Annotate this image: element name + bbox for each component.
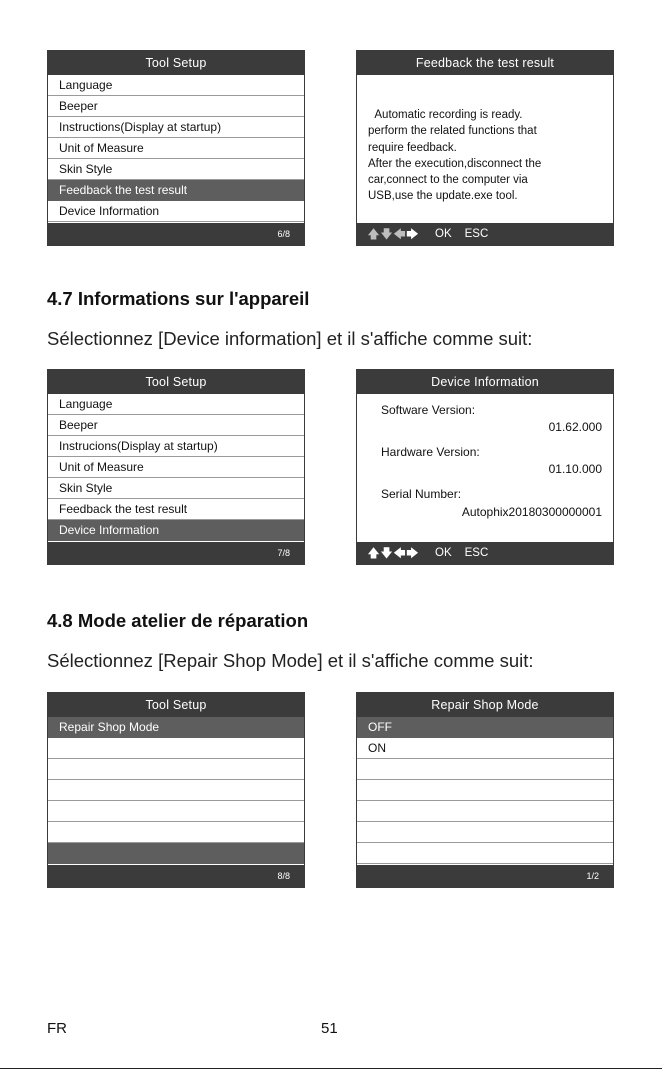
footer-divider (0, 1068, 662, 1069)
arrow-left-icon[interactable]: 🡄 (393, 546, 406, 560)
menu-item-language[interactable]: Language (48, 75, 304, 96)
page-indicator: 1/2 (586, 871, 599, 881)
screen-title: Tool Setup (48, 51, 304, 75)
menu-item-repair-shop-mode[interactable]: Repair Shop Mode (48, 717, 304, 738)
tool-setup-menu (48, 717, 304, 864)
option-on[interactable]: ON (357, 738, 613, 759)
esc-button[interactable]: ESC (464, 547, 489, 559)
menu-item-language[interactable]: Language (48, 394, 304, 415)
tool-setup-menu (48, 75, 304, 222)
tool-setup-screen-3 (47, 692, 305, 888)
screen-title: Tool Setup (48, 370, 304, 394)
device-information-screen (356, 369, 614, 565)
menu-item-empty (48, 780, 304, 801)
serial-number-label: Serial Number: (381, 487, 462, 501)
tool-setup-screen-1 (47, 50, 305, 246)
screen-title: Device Information (357, 370, 613, 394)
menu-item-skin-style[interactable]: Skin Style (48, 159, 304, 180)
menu-item-unit-of-measure[interactable]: Unit of Measure (48, 138, 304, 159)
esc-button[interactable]: ESC (464, 228, 489, 240)
option-off[interactable]: OFF (357, 717, 613, 738)
menu-item-device-information[interactable]: Device Information (48, 201, 304, 222)
menu-item-empty (48, 801, 304, 822)
menu-item-empty (357, 801, 613, 822)
arrow-left-icon[interactable]: 🡄 (393, 227, 406, 241)
menu-item-empty (48, 738, 304, 759)
repair-shop-mode-screen (356, 692, 614, 888)
software-version-label: Software Version: (381, 403, 476, 417)
menu-item-device-information[interactable]: Device Information (48, 520, 304, 541)
menu-item-empty (357, 822, 613, 843)
menu-item-empty (48, 822, 304, 843)
page-indicator: 6/8 (277, 229, 290, 239)
menu-item-empty (357, 759, 613, 780)
menu-item-empty (48, 843, 304, 864)
arrow-right-icon[interactable]: 🡆 (406, 546, 419, 560)
ok-button[interactable]: OK (435, 547, 452, 559)
hardware-version-label: Hardware Version: (381, 445, 480, 459)
arrow-down-icon[interactable]: 🡇 (380, 546, 393, 560)
section-text-4-8: Sélectionnez [Repair Shop Mode] et il s'affiche comme suit: (47, 650, 534, 671)
arrow-down-icon[interactable]: 🡇 (380, 227, 393, 241)
tool-setup-menu (48, 394, 304, 541)
arrow-right-icon[interactable]: 🡆 (406, 227, 419, 241)
tool-setup-screen-2 (47, 369, 305, 565)
status-bar (48, 542, 304, 564)
menu-item-beeper[interactable]: Beeper (48, 415, 304, 436)
section-heading-4-7: 4.7 Informations sur l'appareil (47, 288, 310, 309)
page-indicator: 8/8 (277, 871, 290, 881)
status-bar (357, 542, 613, 564)
menu-item-feedback-test-result[interactable]: Feedback the test result (48, 499, 304, 520)
feedback-message: Automatic recording is ready. perform the related functions that require feedback. After the execution,disconnect the car,connect to the computer via USB,use the update.exe tool. (368, 109, 542, 203)
section-text-4-7: Sélectionnez [Device information] et il s'affiche comme suit: (47, 328, 533, 349)
footer-language: FR (47, 1020, 67, 1037)
feedback-screen (356, 50, 614, 246)
menu-item-unit-of-measure[interactable]: Unit of Measure (48, 457, 304, 478)
screen-title: Feedback the test result (357, 51, 613, 75)
ok-button[interactable]: OK (435, 228, 452, 240)
repair-shop-mode-menu (357, 717, 613, 864)
menu-item-instructions[interactable]: Instrucions(Display at startup) (48, 436, 304, 457)
screen-title: Repair Shop Mode (357, 693, 613, 717)
footer-page-number: 51 (321, 1020, 338, 1037)
menu-item-beeper[interactable]: Beeper (48, 96, 304, 117)
hardware-version-value: 01.10.000 (548, 462, 602, 476)
software-version-value: 01.62.000 (548, 420, 602, 434)
menu-item-empty (357, 843, 613, 864)
serial-number-value: Autophix20180300000001 (461, 505, 602, 519)
menu-item-instructions[interactable]: Instructions(Display at startup) (48, 117, 304, 138)
status-bar (48, 223, 304, 245)
menu-item-empty (48, 759, 304, 780)
arrow-up-icon[interactable]: 🡅 (367, 227, 380, 241)
menu-item-empty (357, 780, 613, 801)
page-indicator: 7/8 (277, 548, 290, 558)
status-bar (357, 865, 613, 887)
menu-item-feedback-test-result[interactable]: Feedback the test result (48, 180, 304, 201)
status-bar (357, 223, 613, 245)
arrow-up-icon[interactable]: 🡅 (367, 546, 380, 560)
screen-title: Tool Setup (48, 693, 304, 717)
status-bar (48, 865, 304, 887)
menu-item-skin-style[interactable]: Skin Style (48, 478, 304, 499)
section-heading-4-8: 4.8 Mode atelier de réparation (47, 610, 309, 631)
